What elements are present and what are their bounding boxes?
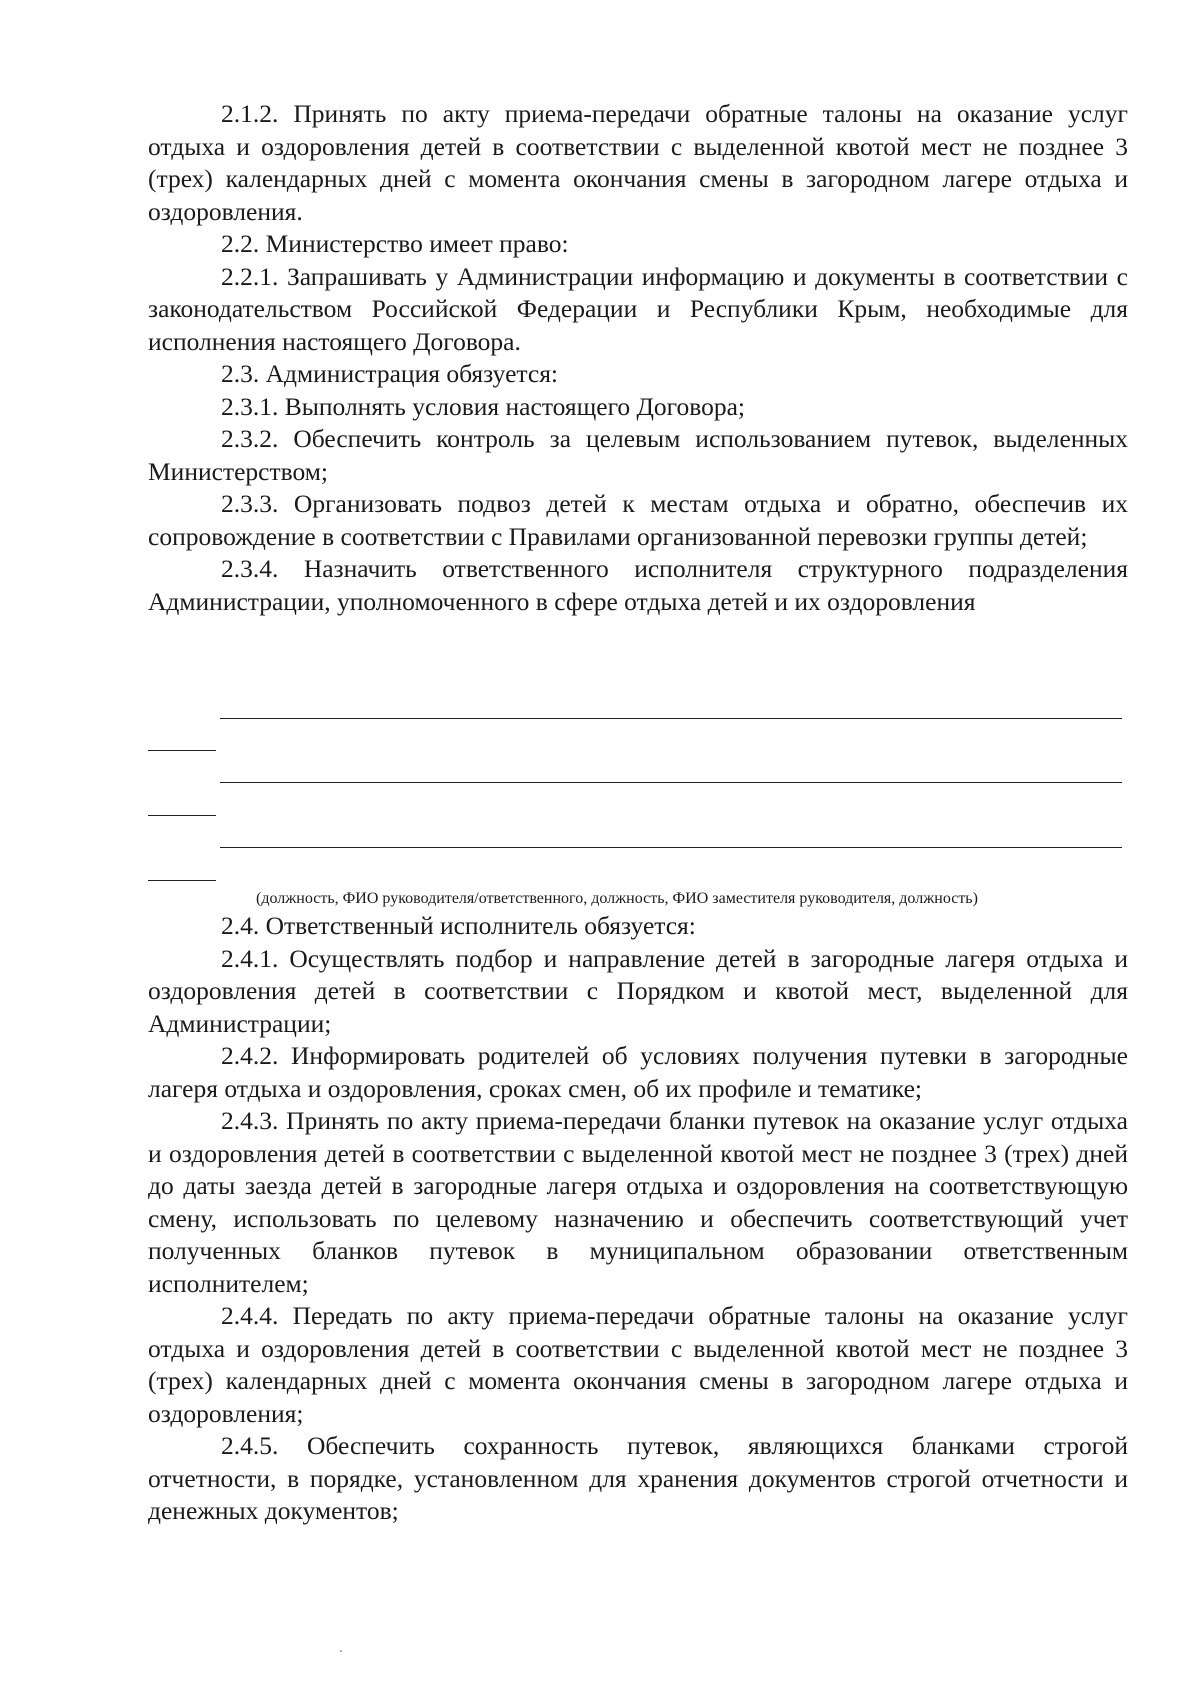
paragraph-2-3-2: 2.3.2. Обеспечить контроль за целевым использованием путевок, выделенных Министерством; xyxy=(148,424,1128,486)
paragraph-2-3: 2.3. Администрация обязуется: xyxy=(221,359,559,388)
paragraph-2-1-2: 2.1.2. Принять по акту приема-передачи обратные талоны на оказание услуг отдыха и оздоровления детей в соответствии с выделенной квотой мест не позднее 3 (трех) календарных дней с момента окончания смены в загородном лагере отдыха и оздоровления. xyxy=(148,99,1128,226)
blank-line-1-end xyxy=(148,750,216,751)
paragraph-2-3-1: 2.3.1. Выполнять условия настоящего Договора; xyxy=(221,391,746,421)
text-block-bottom xyxy=(148,910,1128,1528)
paragraph-2-3-4: 2.3.4. Назначить ответственного исполнителя структурного подразделения Администрации, уполномоченного в сфере отдыха детей и их оздоровления xyxy=(148,554,1128,616)
blank-line-2 xyxy=(220,782,1122,783)
paragraph-2-4-4: 2.4.4. Передать по акту приема-передачи обратные талоны на оказание услуг отдыха и оздоровления детей в соответствии с выделенной квотой мест не позднее 3 (трех) календарных дней с момента окончания смены в загородном лагере отдыха и оздоровления; xyxy=(148,1301,1128,1428)
blank-line-2-end xyxy=(148,815,216,816)
blank-caption: (должность, ФИО руководителя/ответственного, должность, ФИО заместителя руководителя, должность) xyxy=(256,890,978,907)
blank-line-1 xyxy=(220,718,1122,719)
paragraph-2-3-3: 2.3.3. Организовать подвоз детей к местам отдыха и обратно, обеспечив их сопровождение в соответствии с Правилами организованной перевозки группы детей; xyxy=(148,489,1128,551)
paragraph-2-4-2: 2.4.2. Информировать родителей об условиях получения путевки в загородные лагеря отдыха и оздоровления, сроках смен, об их профиле и тематике; xyxy=(148,1041,1128,1103)
paragraph-2-4-3: 2.4.3. Принять по акту приема-передачи бланки путевок на оказание услуг отдыха и оздоровления детей в соответствии с выделенной квотой мест не позднее 3 (трех) дней до даты заезда детей в загородные лагеря отдыха и оздоровления на соответствующую смену, использовать по целевому назначению и обеспечить соответствующий учет полученных бланков путевок в муниципальном образовании ответственным исполнителем; xyxy=(148,1106,1128,1298)
paragraph-2-2-1: 2.2.1. Запрашивать у Администрации информацию и документы в соответствии с законодательством Российской Федерации и Республики Крым, необходимые для исполнения настоящего Договора. xyxy=(148,261,1128,356)
scan-speck xyxy=(340,1650,342,1652)
blank-line-3-end xyxy=(148,880,216,881)
blank-line-3 xyxy=(220,847,1122,848)
paragraph-2-4: 2.4. Ответственный исполнитель обязуется: xyxy=(221,911,696,940)
text-block-top xyxy=(148,98,1128,618)
paragraph-2-2: 2.2. Министерство имеет право: xyxy=(221,229,569,258)
paragraph-2-4-1: 2.4.1. Осуществлять подбор и направление детей в загородные лагеря отдыха и оздоровления детей в соответствии с Порядком и квотой мест, выделенной для Администрации; xyxy=(148,943,1128,1038)
paragraph-2-4-5: 2.4.5. Обеспечить сохранность путевок, являющихся бланками строгой отчетности, в порядке, установленном для хранения документов строгой отчетности и денежных документов; xyxy=(148,1431,1128,1525)
